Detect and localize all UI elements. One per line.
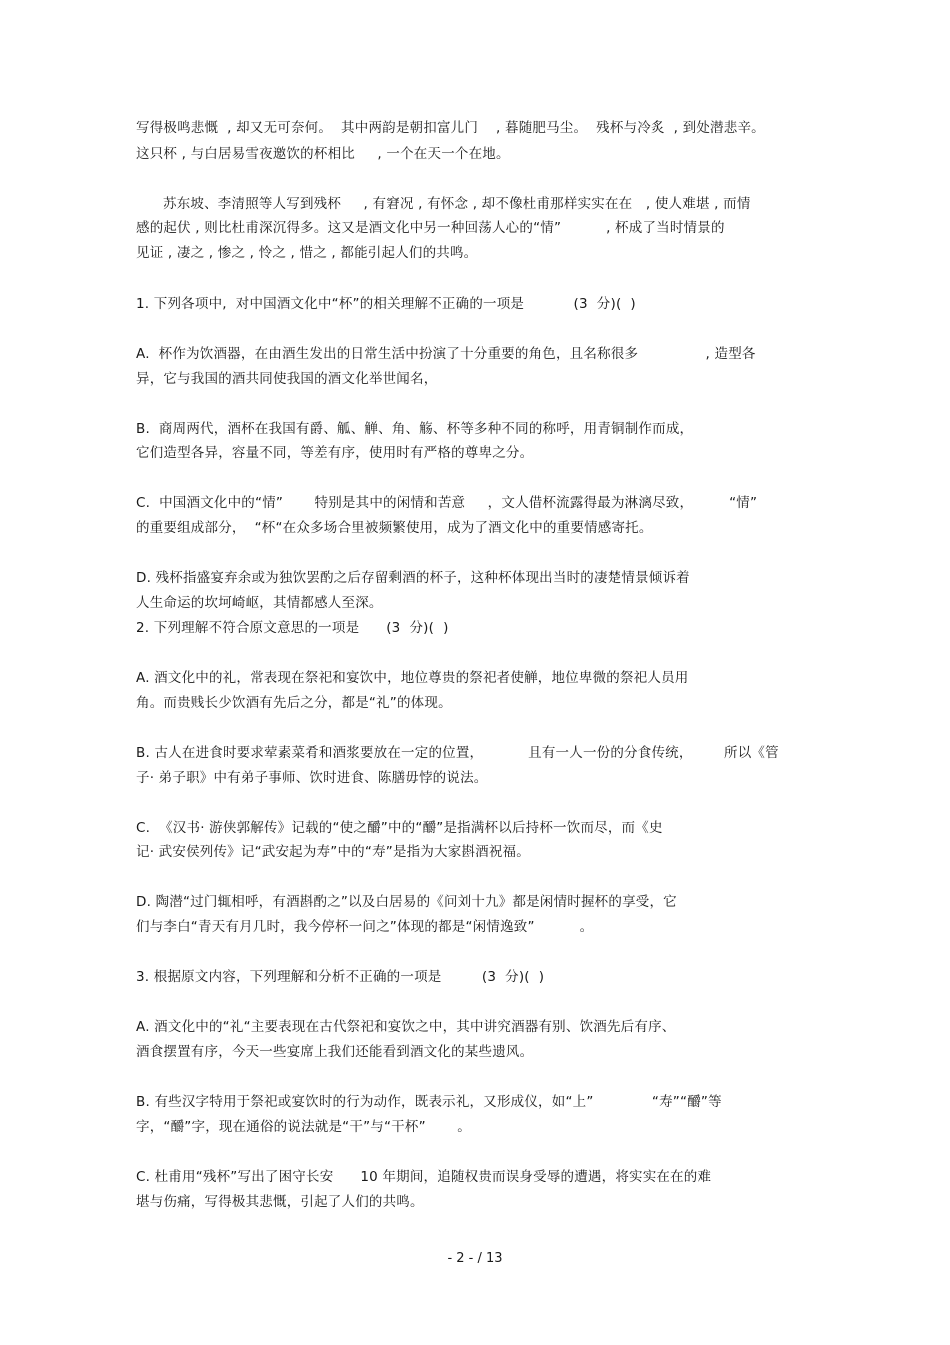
q2-option-d: D. 陶潜“过门辄相呼，有酒斟酌之”以及白居易的《问刘十九》都是闲情时握杯的享受，它 [136,894,677,910]
q1-option-d: 人生命运的坎坷崎岖，其情都感人至深。 [136,595,383,611]
q3-option-a: A. 酒文化中的“礼“主要表现在古代祭祀和宴饮之中，其中讲究酒器有别、饮酒先后有序、 [136,1019,676,1035]
q3-option-b: B. 有些汉字特用于祭祀或宴饮时的行为动作，既表示礼，又形成仪，如“上” “寿”“釂”等 [136,1094,722,1110]
q3-option-a: 酒食摆置有序，今天一些宴席上我们还能看到酒文化的某些遗风。 [136,1044,534,1060]
q2-option-d: 们与李白“青天有月几时，我今停杯一问之”体现的都是“闲情逸致” 。 [136,919,594,935]
q1-option-c: C. 中国酒文化中的“情” 特别是其中的闲情和苦意 ，文人借杯流露得最为淋漓尽致， “情” [136,495,758,511]
q1-option-a: A. 杯作为饮酒器，在由酒生发出的日常生活中扮演了十分重要的角色，且名称很多 , 造型各 [136,346,756,362]
page-number: - 2 - / 13 [447,1251,503,1266]
q3-option-c: 堪与伤痛，写得极其悲慨，引起了人们的共鸣。 [136,1194,424,1210]
question-1-stem: 1. 下列各项中, 对中国酒文化中“杯”的相关理解不正确的一项是 (3 分)( ) [136,296,636,312]
passage-line: 见证 , 凄之 , 惨之 , 怜之 , 惜之 , 都能引起人们的共鸣。 [136,245,478,261]
q2-option-c: 记· 武安侯列传》记“武安起为寿”中的“寿”是指为大家斟酒祝福。 [136,844,530,860]
q3-option-b: 字，“釂”字，现在通俗的说法就是“干”与“干杯” 。 [136,1119,471,1135]
q1-option-b: 它们造型各异，容量不同，等差有序，使用时有严格的尊卑之分。 [136,445,534,461]
q2-option-a: 角。而贵贱长少饮酒有先后之分，都是“礼”的体现。 [136,695,452,711]
q1-option-b: B. 商周两代，酒杯在我国有爵、觚、觯、角、觞、杯等多种不同的称呼，用青铜制作而成， [136,421,694,437]
q2-option-a: A. 酒文化中的礼，常表现在祭祀和宴饮中，地位尊贵的祭祀者使觯，地位卑微的祭祀人员用 [136,670,689,686]
q1-option-c: 的重要组成部分， “杯“在众多场合里被频繁使用，成为了酒文化中的重要情感寄托。 [136,520,653,536]
question-3-stem: 3. 根据原文内容，下列理解和分析不正确的一项是 (3 分)( ) [136,969,545,985]
question-2-stem: 2. 下列理解不符合原文意思的一项是 (3 分)( ) [136,620,449,636]
passage-line: 写得极鸣悲慨 , 却又无可奈何。 其中两韵是朝扣富儿门 , 暮随肥马尘。 残杯与冷炙 , 到处潜悲辛。 [136,120,765,136]
q1-option-a: 异，它与我国的酒共同使我国的酒文化举世闻名， [136,371,438,387]
q2-option-b: 子· 弟子职》中有弟子事师、饮时进食、陈膳毋悖的说法。 [136,770,488,786]
q2-option-b: B. 古人在进食时要求荤素菜肴和酒浆要放在一定的位置， 且有一人一份的分食传统， 所以《管 [136,745,779,761]
q2-option-c: C. 《汉书· 游侠郭解传》记载的“使之釂”中的“釂”是指满杯以后持杯一饮而尽，而《史 [136,820,663,836]
passage-line: 这只杯 , 与白居易雪夜邀饮的杯相比 , 一个在天一个在地。 [136,146,510,162]
q1-option-d: D. 残杯指盛宴弃余或为独饮罢酌之后存留剩酒的杯子，这种杯体现出当时的凄楚情景倾诉着 [136,570,690,586]
q3-option-c: C. 杜甫用“残杯”写出了困守长安 10 年期间，追随权贵而误身受辱的遭遇，将实实在在的难 [136,1169,712,1185]
passage-line: 感的起伏 , 则比杜甫深沉得多。这又是酒文化中另一种回荡人心的“情” , 杯成了当时情景的 [136,220,725,236]
passage-line: 苏东坡、李清照等人写到残杯 , 有窘况 , 有怀念 , 却不像杜甫那样实实在在 , 使人难堪 , 而情 [163,196,751,212]
